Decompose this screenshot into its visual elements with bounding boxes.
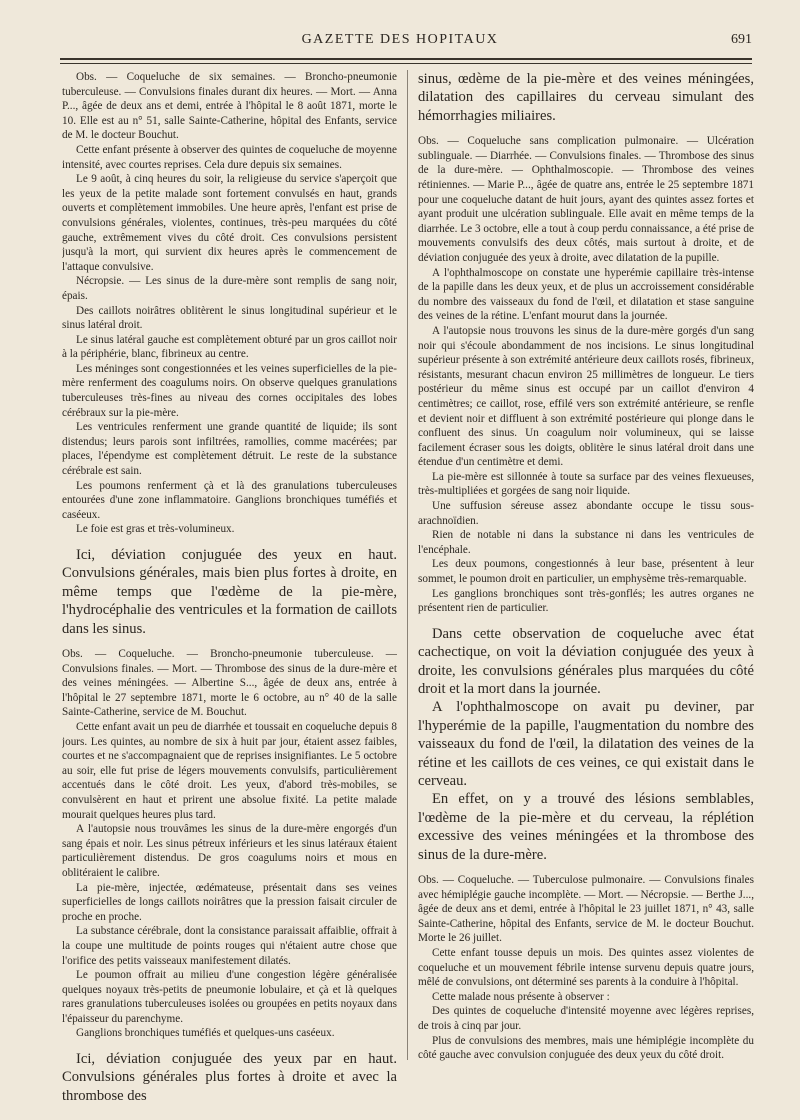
- paragraph: Une suffusion séreuse assez abondante occupe le tissu sous-arachnoïdien.: [418, 500, 754, 527]
- paragraph: Les deux poumons, congestionnés à leur base, présentent à leur sommet, le poumon droit en particulier, un emphysème très-remarquable.: [418, 558, 754, 586]
- paragraph: A l'autopsie nous trouvons les sinus de la dure-mère gorgés d'un sang noir qui s'écoule abondamment de nos incisions. Le sinus longitudinal supérieur présente à son extrémité antérieure deux caillots rosés, fibrineux, résistants, mesurant chacun environ 25 millimètres de longueur. Le tiers postérieur du même sinus est occupé par un caillot d'environ 4 centimètres; ce caillot, rose, effilé vers son extrémité antérieure, se renfle et devient noir et diffluent à son extrémité postérieure qui plonge dans le confluent des sinus. Un coagulum noir volumineux, qui se laisse facilement écraser sous les doigts, oblitère le sinus latéral droit dans une étendue d'un centimètre et demi.: [418, 324, 754, 469]
- paragraph: Des caillots noirâtres oblitèrent le sinus longitudinal supérieur et le sinus latéral droit.: [62, 304, 397, 332]
- paragraph: Cette enfant présente à observer des quintes de coqueluche de moyenne intensité, avec courtes reprises. Cela dure depuis six semaines.: [62, 143, 397, 171]
- paragraph: Obs. — Coqueluche. — Tuberculose pulmonaire. — Convulsions finales avec hémiplégie gauche incomplète. — Mort. — Nécropsie. — Berthe J..., âgée de deux ans et demi, entrée à l'hôpital le 23 juillet 1871, n° 43, salle Sainte-Catherine, hôpital des Enfants, service de M. le docteur Bouchut. Morte le 26 juillet.: [418, 874, 754, 945]
- paragraph: Cette enfant avait un peu de diarrhée et toussait en coqueluche depuis 8 jours. Les quintes, au nombre de six à huit par jour, étaient assez faibles, courtes et ne s'accompagnaient que de reprises insignifiantes. Le 5 octobre au soir, elle fut prise de légers mouvements convulsifs, particulièrement accentués dans le côté droit. Les yeux, d'abord très-mobiles, se convulsèrent en haut et prirent une absolue fixité. La petite malade mourait quelques heures plus tard.: [62, 721, 397, 821]
- commentary-paragraph: En effet, on y a trouvé des lésions semblables, l'œdème de la pie-mère et du cerveau, la réplétion excessive des veines méningées et la thrombose des sinus de la dure-mère.: [418, 791, 754, 863]
- paragraph: Cette enfant tousse depuis un mois. Des quintes assez violentes de coqueluche et un mouvement fébrile intense survenu depuis quatre jours, mêlé de convulsions, ont déterminé ses parents à la conduire à l'hôpital.: [418, 947, 754, 989]
- paragraph: La pie-mère est sillonnée à toute sa surface par des veines flexueuses, très-multipliées et gorgées de sang noir liquide.: [418, 470, 754, 498]
- paragraph: La substance cérébrale, dont la consistance paraissait affaiblie, offrait à la coupe une multitude de points rouges qui n'étaient autre chose que l'orifice des petits vaisseaux manifestement dilatés.: [62, 925, 397, 967]
- paragraph: Obs. — Coqueluche. — Broncho-pneumonie tuberculeuse. — Convulsions finales. — Mort. — Thrombose des sinus de la dure-mère et des veines méningées. — Albertine S..., âgée de deux ans, entrée à l'hôpital le 27 septembre 1871, morte le 6 octobre, au n° 40 de la salle Sainte-Catherine, service de M. Bouchut.: [62, 648, 397, 719]
- paragraph: Des quintes de coqueluche d'intensité moyenne avec légères reprises, de trois à cinq par jour.: [418, 1005, 754, 1033]
- header-rule-thin: [60, 63, 752, 64]
- paragraph: La pie-mère, injectée, œdémateuse, présentait dans ses veines superficielles de longs caillots noirâtres que la pression faisait circuler de proche en proche.: [62, 881, 397, 923]
- paragraph: Le 9 août, à cinq heures du soir, la religieuse du service s'aperçoit que les yeux de la petite malade sont fortement convulsés en haut, grands ouverts et complètement immobiles. Une heure après, l'enfant est prise de convulsions générales, violentes, continues, très-peu marquées du côté gauche, extrêmement vives du côté droit. Ces convulsions persistent jusqu'à la mort, qui survient dix heures après le commencement de l'attaque convulsive.: [62, 173, 397, 273]
- paragraph: Plus de convulsions des membres, mais une hémiplégie incomplète du côté gauche avec convulsion conjuguée des deux yeux du côté droit.: [418, 1034, 754, 1062]
- paragraph: Rien de notable ni dans la substance ni dans les ventricules de l'encéphale.: [418, 529, 754, 556]
- commentary-paragraph: sinus, œdème de la pie-mère et des veines méningées, dilatation des capillaires du cerveau simulant des hémorrhagies miliaires.: [418, 71, 754, 124]
- page-title: GAZETTE DES HOPITAUX: [301, 32, 499, 47]
- column-divider: [407, 70, 408, 1060]
- paragraph: Obs. — Coqueluche de six semaines. — Broncho-pneumonie tuberculeuse. — Convulsions finales durant dix heures. — Mort. — Anna P..., âgée de deux ans et demi, entrée à l'hôpital le 8 août 1871, morte le 10. Elle est au n° 51, salle Sainte-Catherine, hôpital des Enfants, service de M. le docteur Bouchut.: [62, 71, 397, 142]
- paragraph: Le sinus latéral gauche est complètement obturé par un gros caillot noir à la périphérie, blanc, fibrineux au centre.: [62, 333, 397, 361]
- page-header: [0, 32, 800, 56]
- paragraph: Ganglions bronchiques tuméfiés et quelques-uns caséeux.: [76, 1027, 335, 1040]
- paragraph: A l'autopsie nous trouvâmes les sinus de la dure-mère engorgés d'un sang épais et noir. Les sinus pétreux inférieurs et les sinus latéraux étaient particulièrement distendus. De gros coagulums noirs et mous en oblitéraient le calibre.: [62, 823, 397, 879]
- paragraph: Les poumons renferment çà et là des granulations tuberculeuses entourées d'une zone inflammatoire. Ganglions bronchiques tuméfiés et caséeux.: [62, 479, 397, 521]
- paragraph: A l'ophthalmoscope on constate une hyperémie capillaire très-intense de la papille dans les deux yeux, et de plus un accroissement considérable du nombre des vaisseaux du fond de l'œil, et dilatation et stase sanguine des veines de la rétine. L'enfant mourut dans la journée.: [418, 266, 754, 323]
- paragraph: Le foie est gras et très-volumineux.: [76, 523, 235, 536]
- paragraph: Cette malade nous présente à observer :: [432, 990, 610, 1003]
- commentary-paragraph: Dans cette observation de coqueluche avec état cachectique, on voit la déviation conjuguée des yeux à droite, les convulsions générales plus marquées du côté droit et la mort dans la journée.: [418, 625, 754, 698]
- right-column: [418, 70, 754, 1110]
- paragraph: Le poumon offrait au milieu d'une congestion légère généralisée quelques noyaux très-petits de pneumonie lobulaire, et çà et là quelques rares granulations tuberculeuses isolées ou groupées en petits noyaux dans l'épaisseur du parenchyme.: [62, 969, 397, 1025]
- paragraph: Les ventricules renferment une grande quantité de liquide; ils sont distendus; leurs parois sont infiltrées, ramollies, comme macérées; par places, l'épendyme est complètement détruit. Le reste de la substance cérébrale est sain.: [62, 421, 397, 478]
- page-number: 691: [731, 32, 752, 47]
- paragraph: Nécropsie. — Les sinus de la dure-mère sont remplis de sang noir, épais.: [62, 275, 397, 302]
- left-column: [62, 70, 397, 1110]
- commentary-paragraph: Ici, déviation conjuguée des yeux en haut. Convulsions générales, mais bien plus fortes à droite, en même temps que l'œdème de la pie-mère, l'hydrocéphalie des ventricules et la formation de caillots dans les sinus.: [62, 547, 397, 637]
- commentary-paragraph: Ici, déviation conjuguée des yeux par en haut. Convulsions générales plus fortes à droite et avec la thrombose des: [62, 1051, 397, 1104]
- header-rule-thick: [60, 58, 752, 60]
- paragraph: Obs. — Coqueluche sans complication pulmonaire. — Ulcération sublinguale. — Diarrhée. — Convulsions finales. — Thrombose des sinus de la dure-mère. — Ophthalmoscopie. — Thrombose des veines rétiniennes. — Marie P..., âgée de quatre ans, entrée le 25 septembre 1871 pour une coqueluche datant de huit jours, ayant des quintes assez fortes et ayant produit une ulcération sublinguale. Elle avait en même temps de la diarrhée. Le 3 octobre, elle a tout à coup perdu connaissance, a été prise de mouvements convulsifs des deux côtés, mais surtout à droite, et de déviation conjuguée des yeux à droite, avec dilatation de la pupille.: [418, 135, 754, 264]
- paragraph: Les ganglions bronchiques sont très-gonflés; les autres organes ne présentent rien de particulier.: [418, 587, 754, 615]
- paragraph: Les méninges sont congestionnées et les veines superficielles de la pie-mère renferment des coagulums noirs. On observe quelques granulations tuberculeuses très-fines au niveau des cornes occipitales des lobes cérébraux sur la pie-mère.: [62, 362, 397, 419]
- commentary-paragraph: A l'ophthalmoscope on avait pu deviner, par l'hyperémie de la papille, l'augmentation du nombre des vaisseaux du fond de l'œil, la dilatation des veines de la rétine et les caillots de ces veines, ce qui existait dans le cerveau.: [418, 699, 754, 790]
